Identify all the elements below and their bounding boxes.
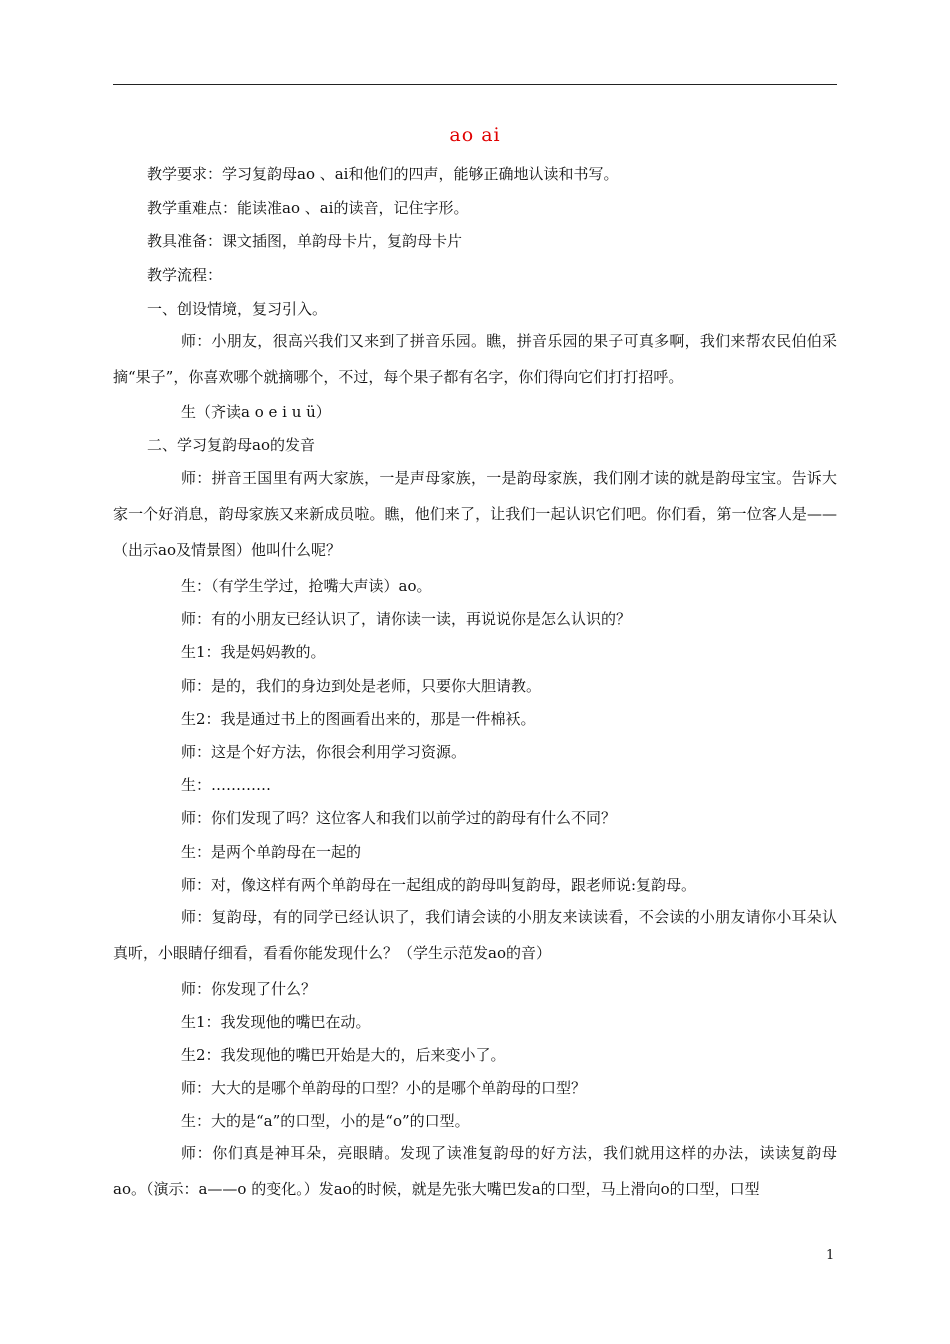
paragraph: 师：你们发现了吗？这位客人和我们以前学过的韵母有什么不同？ bbox=[181, 809, 617, 827]
paragraph: 师：有的小朋友已经认识了，请你读一读，再说说你是怎么认识的？ bbox=[181, 610, 632, 628]
teaching-flow-heading: 教学流程： bbox=[147, 266, 223, 284]
paragraph: 生（齐读a o e i u ü） bbox=[181, 403, 331, 421]
paragraph: 师：小朋友，很高兴我们又来到了拼音乐园。瞧，拼音乐园的果子可真多啊，我们来帮农民伯伯采摘“果子”，你喜欢哪个就摘哪个，不过，每个果子都有名字，你们得向它们打打招呼。 bbox=[113, 332, 837, 386]
paragraph: 师：复韵母，有的同学已经认识了，我们请会读的小朋友来读读看，不会读的小朋友请你小耳朵认真听，小眼睛仔细看，看看你能发现什么？（学生示范发ao的音） bbox=[113, 908, 837, 962]
paragraph: 生2：我发现他的嘴巴开始是大的，后来变小了。 bbox=[181, 1046, 506, 1064]
paragraph: 生：………… bbox=[181, 776, 272, 794]
paragraph: 师：对，像这样有两个单韵母在一起组成的韵母叫复韵母，跟老师说:复韵母。 bbox=[181, 876, 697, 894]
paragraph: 生2：我是通过书上的图画看出来的，那是一件棉袄。 bbox=[181, 710, 536, 728]
section-one-heading: 一、创设情境，复习引入。 bbox=[147, 300, 328, 318]
paragraph: 师：是的，我们的身边到处是老师，只要你大胆请教。 bbox=[181, 677, 542, 695]
paragraph: 师：你们真是神耳朵，亮眼睛。发现了读准复韵母的好方法，我们就用这样的办法，读读复韵母ao。（演示：a——o 的变化。）发ao的时候，就是先张大嘴巴发a的口型，马上滑向o的口型，口型 bbox=[113, 1144, 837, 1198]
paragraph: 生：大的是“a”的口型，小的是“o”的口型。 bbox=[181, 1112, 470, 1130]
teaching-aids: 教具准备：课文插图，单韵母卡片，复韵母卡片 bbox=[147, 232, 463, 250]
teaching-requirements: 教学要求：学习复韵母ao 、ai和他们的四声，能够正确地认读和书写。 bbox=[147, 165, 619, 183]
paragraph: 生：（有学生学过，抢嘴大声读）ao。 bbox=[181, 577, 432, 595]
paragraph: 师：这是个好方法，你很会利用学习资源。 bbox=[181, 743, 467, 761]
section-two-heading: 二、学习复韵母ao的发音 bbox=[147, 436, 315, 454]
paragraph: 生1：我是妈妈教的。 bbox=[181, 643, 326, 661]
page-number: 1 bbox=[826, 1248, 835, 1263]
key-difficulties: 教学重难点：能读准ao 、ai的读音，记住字形。 bbox=[147, 199, 469, 217]
paragraph: 师：你发现了什么？ bbox=[181, 980, 317, 998]
paragraph: 师：大大的是哪个单韵母的口型？小的是哪个单韵母的口型？ bbox=[181, 1079, 587, 1097]
header-rule bbox=[113, 84, 837, 85]
page-title: ao ai bbox=[449, 124, 501, 146]
paragraph: 师：拼音王国里有两大家族，一是声母家族，一是韵母家族，我们刚才读的就是韵母宝宝。告诉大家一个好消息，韵母家族又来新成员啦。瞧，他们来了，让我们一起认识它们吧。你们看，第一位客人是—— （出示ao及情景图）他叫什么呢？ bbox=[113, 469, 837, 559]
paragraph: 生：是两个单韵母在一起的 bbox=[181, 843, 362, 861]
paragraph: 生1：我发现他的嘴巴在动。 bbox=[181, 1013, 371, 1031]
